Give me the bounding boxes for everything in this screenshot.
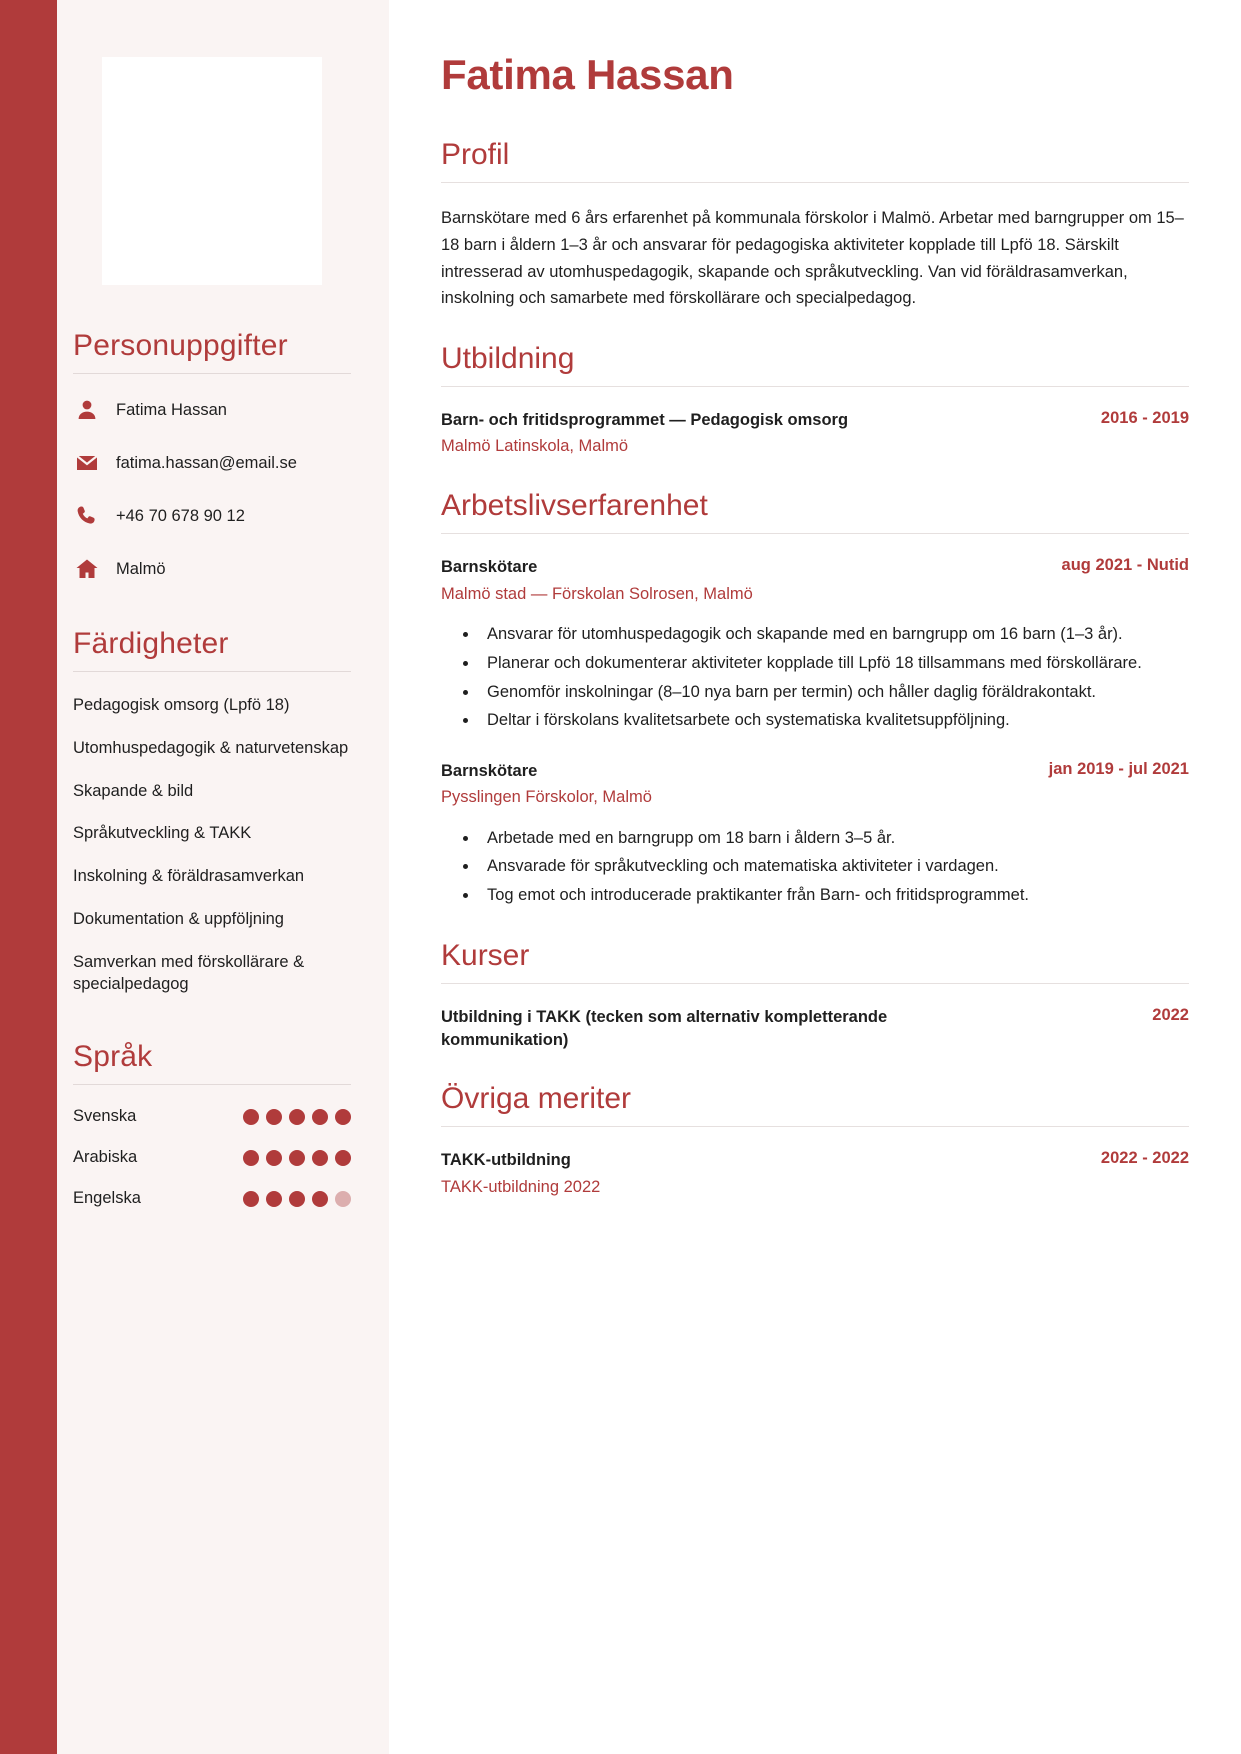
skill-item: Språkutveckling & TAKK bbox=[73, 824, 252, 843]
entry-date: jan 2019 - jul 2021 bbox=[1048, 759, 1189, 778]
list-item: • Arbetade med en barngrupp om 18 barn i åldern 3–5 år. bbox=[479, 826, 1189, 852]
entry-title: Utbildning i TAKK (tecken som alternativ kompletterande kommunikation) bbox=[441, 1007, 888, 1049]
list-item: • Genomför inskolningar (8–10 nya barn per termin) och håller daglig föräldrakontakt. bbox=[479, 680, 1189, 706]
dot-empty bbox=[335, 1191, 351, 1207]
contact-row-phone[interactable] bbox=[73, 502, 351, 530]
language-name: Arabiska bbox=[73, 1148, 138, 1167]
contact-value: +46 70 678 90 12 bbox=[116, 506, 245, 525]
entry-title: TAKK-utbildning bbox=[441, 1151, 571, 1170]
section-courses bbox=[441, 939, 1189, 1053]
responsibility-list bbox=[479, 826, 1189, 909]
divider bbox=[441, 983, 1189, 984]
section-heading-courses: Kurser bbox=[441, 938, 530, 972]
entry-header bbox=[441, 1149, 1189, 1172]
dot-filled bbox=[312, 1191, 328, 1207]
responsibility-list bbox=[479, 622, 1189, 733]
skill-item: Pedagogisk omsorg (Lpfö 18) bbox=[73, 696, 290, 714]
contact-row-name bbox=[73, 396, 351, 424]
experience-entry bbox=[441, 760, 1189, 909]
skill-item: Samverkan med förskollärare & specialpedagog bbox=[73, 952, 305, 994]
language-name: Svenska bbox=[73, 1107, 137, 1126]
dot-filled bbox=[243, 1109, 259, 1125]
language-row bbox=[73, 1107, 351, 1126]
entry-header bbox=[441, 409, 1189, 432]
section-heading-experience: Arbetslivserfarenhet bbox=[441, 489, 708, 523]
dot-filled bbox=[312, 1109, 328, 1125]
person-icon bbox=[73, 398, 100, 422]
entry-title: Barnskötare bbox=[441, 558, 538, 577]
section-heading-other-merits: Övriga meriter bbox=[441, 1082, 632, 1116]
divider bbox=[73, 671, 351, 672]
list-item: • Ansvarar för utomhuspedagogik och skapande med en barngrupp om 16 barn (1–3 år). bbox=[479, 622, 1189, 648]
course-entry bbox=[441, 1006, 1189, 1053]
entry-date: 2016 - 2019 bbox=[1100, 409, 1189, 428]
divider bbox=[441, 1126, 1189, 1127]
dot-filled bbox=[335, 1150, 351, 1166]
entry-date: 2022 - 2022 bbox=[1100, 1149, 1189, 1168]
divider bbox=[441, 533, 1189, 534]
sidebar-heading-personal: Personuppgifter bbox=[73, 329, 288, 362]
divider bbox=[73, 373, 351, 374]
language-row bbox=[73, 1148, 351, 1167]
dot-filled bbox=[335, 1109, 351, 1125]
section-other-merits bbox=[441, 1082, 1189, 1199]
dot-filled bbox=[266, 1191, 282, 1207]
language-level-dots bbox=[243, 1150, 351, 1166]
decorative-left-bar bbox=[0, 0, 57, 1754]
section-heading-education: Utbildning bbox=[441, 342, 575, 376]
list-item: • Deltar i förskolans kvalitetsarbete och systematiska kvalitetsuppföljning. bbox=[479, 708, 1189, 734]
language-row bbox=[73, 1189, 351, 1208]
entry-title: Barn- och fritidsprogrammet — Pedagogisk omsorg bbox=[441, 411, 849, 430]
language-name: Engelska bbox=[73, 1189, 141, 1208]
contact-value: fatima.hassan@email.se bbox=[116, 453, 297, 472]
list-item: • Tog emot och introducerade praktikanter från Barn- och fritidsprogrammet. bbox=[479, 883, 1189, 909]
phone-icon bbox=[73, 504, 100, 528]
home-icon bbox=[73, 557, 100, 581]
sidebar-heading-skills: Färdigheter bbox=[73, 627, 229, 660]
section-education bbox=[441, 342, 1189, 459]
dot-filled bbox=[266, 1109, 282, 1125]
language-level-dots bbox=[243, 1191, 351, 1207]
entry-header bbox=[441, 1006, 1189, 1053]
divider bbox=[73, 1084, 351, 1085]
education-entry bbox=[441, 409, 1189, 459]
contact-value: Fatima Hassan bbox=[116, 400, 227, 419]
entry-header bbox=[441, 760, 1189, 783]
envelope-icon bbox=[73, 451, 100, 475]
list-item: • Ansvarade för språkutveckling och matematiska aktiviteter i vardagen. bbox=[479, 854, 1189, 880]
entry-subtitle: Pysslingen Förskolor, Malmö bbox=[441, 788, 652, 807]
contact-row-location bbox=[73, 555, 351, 583]
dot-filled bbox=[289, 1150, 305, 1166]
entry-title: Barnskötare bbox=[441, 761, 538, 780]
dot-filled bbox=[289, 1109, 305, 1125]
list-item: • Planerar och dokumenterar aktiviteter kopplade till Lpfö 18 tillsammans med förskollärare. bbox=[479, 651, 1189, 677]
entry-subtitle: Malmö Latinskola, Malmö bbox=[441, 437, 629, 456]
profile-photo-placeholder bbox=[102, 57, 322, 285]
skill-item: Skapande & bild bbox=[73, 781, 194, 800]
language-level-dots bbox=[243, 1109, 351, 1125]
divider bbox=[441, 386, 1189, 387]
contact-row-email[interactable] bbox=[73, 449, 351, 477]
entry-subtitle: TAKK-utbildning 2022 bbox=[441, 1177, 601, 1196]
entry-header bbox=[441, 556, 1189, 579]
entry-date: 2022 bbox=[1152, 1005, 1189, 1024]
section-experience bbox=[441, 489, 1189, 908]
dot-filled bbox=[243, 1191, 259, 1207]
dot-filled bbox=[289, 1191, 305, 1207]
contact-value: Malmö bbox=[116, 559, 166, 578]
dot-filled bbox=[266, 1150, 282, 1166]
page-title: Fatima Hassan bbox=[441, 51, 734, 98]
skill-item: Inskolning & föräldrasamverkan bbox=[73, 867, 305, 886]
merit-entry bbox=[441, 1149, 1189, 1199]
section-heading-profile: Profil bbox=[441, 138, 510, 172]
profile-text: Barnskötare med 6 års erfarenhet på kommunala förskolor i Malmö. Arbetar med barngrupper om 15–18 barn i åldern 1–3 år och ansvarar för pedagogiska aktiviteter kopplade till Lpfö 18. Särskilt intresserad av utomhuspedagogik, skapande och språkutveckling. Van vid föräldrasamverkan, inskolning och samarbete med förskollärare och specialpedagog. bbox=[441, 209, 1184, 308]
sidebar bbox=[57, 0, 389, 1754]
main-content bbox=[389, 0, 1241, 1754]
skill-item: Utomhuspedagogik & naturvetenskap bbox=[73, 738, 349, 757]
section-profile bbox=[441, 138, 1189, 312]
divider bbox=[441, 182, 1189, 183]
dot-filled bbox=[312, 1150, 328, 1166]
dot-filled bbox=[243, 1150, 259, 1166]
skill-item: Dokumentation & uppföljning bbox=[73, 909, 284, 928]
entry-subtitle: Malmö stad — Förskolan Solrosen, Malmö bbox=[441, 584, 753, 603]
experience-entry bbox=[441, 556, 1189, 733]
entry-date: aug 2021 - Nutid bbox=[1061, 556, 1189, 575]
sidebar-heading-languages: Språk bbox=[73, 1040, 153, 1074]
